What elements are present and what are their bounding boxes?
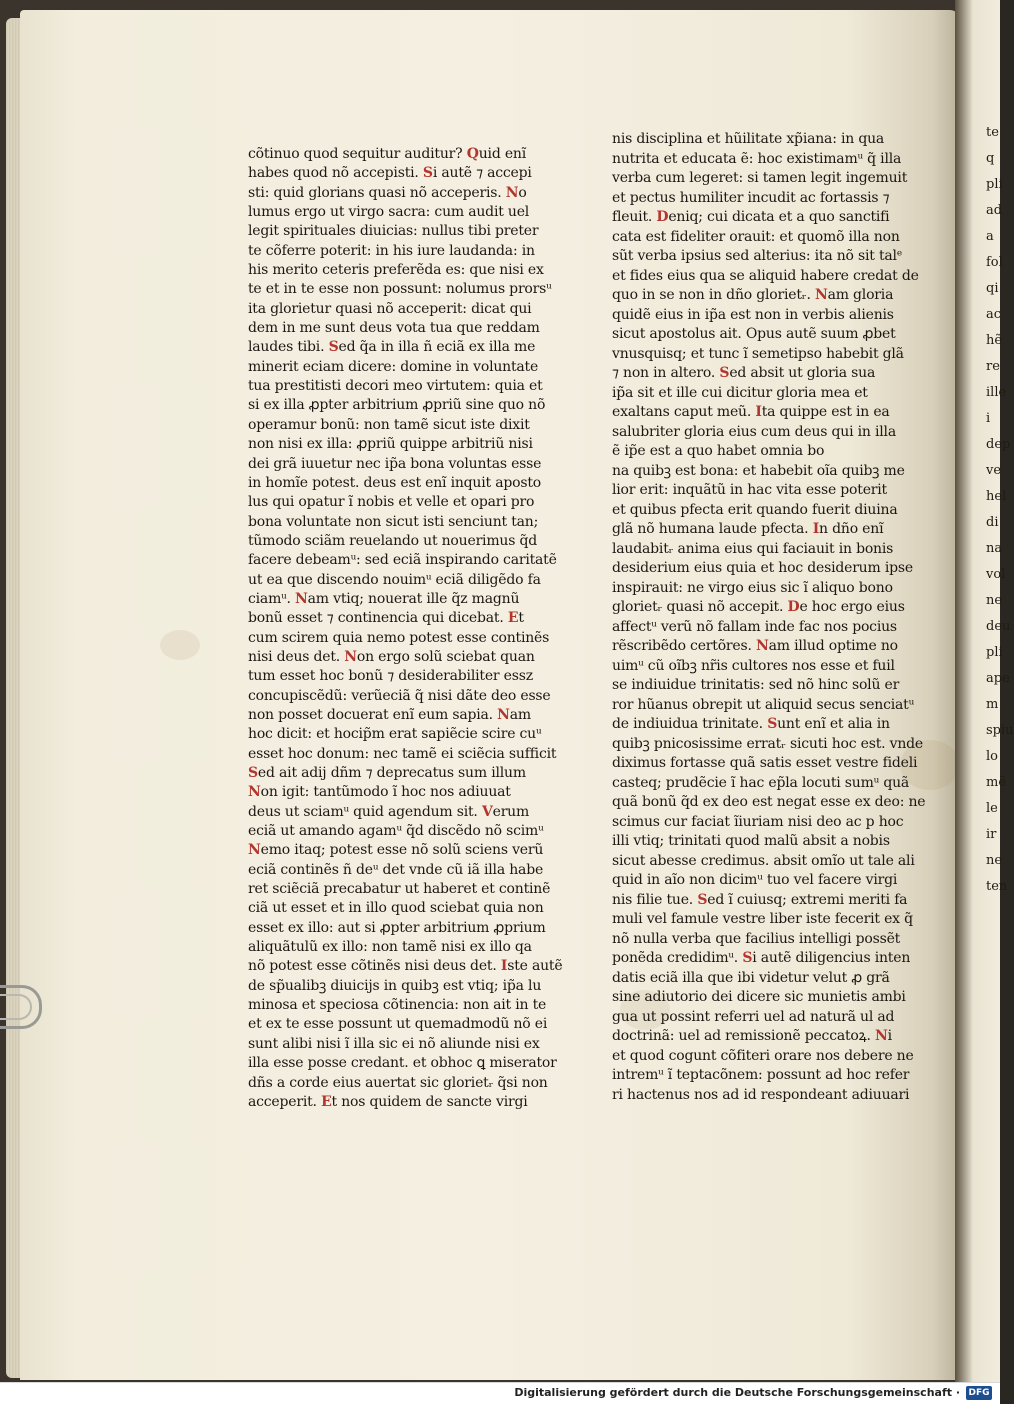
funding-credit: Digitalisierung gefördert durch die Deutsche Forschungsgemeinschaft ·	[514, 1386, 960, 1399]
text-line	[612, 852, 915, 872]
text-line	[612, 364, 912, 384]
line-text: nõ nulla verba que facilius intelligi possẽt	[612, 930, 901, 947]
gutter-fragment: le	[986, 801, 998, 816]
text-line	[612, 325, 912, 345]
text-line	[248, 319, 558, 338]
line-text: sicut apostolus ait.	[612, 326, 746, 342]
text-line	[612, 774, 912, 794]
line-text: bonũ esset ⁊ continencia qui dicebat.	[248, 610, 508, 627]
gutter-fragment: qi	[986, 281, 999, 296]
rubricated-initial: S	[248, 765, 258, 781]
line-text: i autẽ diligencius inten	[752, 950, 911, 966]
line-text: datis eciã illa que ibi videtur velut ꝓ grã	[612, 969, 890, 986]
text-line	[612, 559, 912, 579]
rubricated-initial: N	[756, 638, 769, 654]
line-text: ret sciẽciã precabatur ut haberet et continẽ	[248, 881, 551, 898]
line-text: minosa et speciosa cõtinencia: non ait in te	[248, 997, 547, 1014]
gutter-fragment: lo	[986, 749, 998, 764]
line-text: Opus autẽ suum ꝓbet	[745, 326, 896, 342]
line-text: ip̃a sit et ille cui dicitur gloria mea et	[612, 384, 868, 401]
text-line	[612, 754, 918, 774]
gutter-fragment: spiu	[986, 723, 1014, 738]
gutter-fragment: ten	[986, 879, 1008, 894]
line-text: te et in te esse non possunt: nolumus prorsᵘ	[248, 281, 552, 298]
text-line	[248, 338, 558, 357]
line-text: ⁊ non in altero.	[612, 365, 720, 381]
line-text: eciã continẽs ñ deᵘ det vnde cũ iã illa habe	[248, 861, 544, 878]
gutter-fragment: ne	[986, 593, 1003, 608]
line-text: unt enĩ et alia in	[777, 716, 890, 732]
text-line	[248, 551, 558, 570]
rubricated-initial: S	[767, 716, 778, 732]
line-text: ta quippe est in ea	[761, 404, 890, 420]
text-line	[612, 891, 912, 911]
line-text: diximus fortasse quã satis esset vestre fideli	[612, 755, 918, 771]
line-text: affectᵘ verũ nõ fallam inde fac nos pocius	[612, 618, 897, 635]
line-text: tua prestitisti decori meo virtutem: quia et	[248, 378, 543, 395]
line-text: exaltans caput meũ.	[612, 404, 756, 420]
line-text: lior erit: inquãtũ in hac vita esse poterit	[612, 482, 887, 498]
line-text: operamur bonũ: non tamẽ sicut iste dixit	[248, 416, 530, 433]
line-text: nis filie tue.	[612, 891, 698, 908]
gutter-fragment: ir	[986, 827, 997, 842]
line-text: lus qui opatur ĩ nobis et velle et opari pro	[248, 494, 535, 511]
line-text: laudes tibi.	[248, 339, 329, 356]
line-text: sũt verba ipsius sed alterius: ita nõ sit talᵉ	[612, 248, 903, 264]
text-line	[248, 164, 558, 183]
gutter-fragment: dep	[986, 437, 1011, 452]
text-line	[612, 579, 912, 599]
text-line	[248, 455, 558, 474]
text-line	[612, 208, 912, 228]
gutter-fragment: m	[986, 697, 999, 712]
line-text: gua ut possint referri uel ad naturã ul ad	[612, 1008, 895, 1025]
text-line	[248, 996, 558, 1015]
line-text: illi vtiq; trinitati quod malũ absit a nobis	[612, 833, 890, 849]
rubricated-initial: S	[697, 891, 708, 908]
line-text: quo in se non in dño glorietᵣ.	[612, 287, 815, 303]
line-text: nis disciplina et hũilitate xp̃iana: in qua	[612, 131, 885, 147]
line-text: esset hoc donum: nec tamẽ ei sciẽcia sufficit	[248, 745, 557, 762]
gutter-fragment: hel	[986, 489, 1007, 504]
text-line	[248, 667, 558, 686]
line-text: nutrita et educata ẽ: hoc existimamᵘ q̃ illa	[612, 150, 902, 167]
rubricated-initial: N	[814, 287, 828, 303]
line-text: eciã ut amando agamᵘ q̃d discẽdo nõ scimᵘ	[248, 823, 544, 840]
rubricated-initial: N	[505, 184, 519, 201]
line-text: de sp̃ualibꝫ diuicijs in quibꝫ est vtiq; ip̃a lu	[248, 977, 542, 994]
text-line	[248, 783, 558, 802]
line-text: cum scirem quia nemo potest esse continẽs	[248, 629, 550, 646]
text-line	[612, 969, 912, 989]
gutter-fragment: i	[986, 411, 991, 426]
line-text: i autẽ ⁊ accepi	[432, 165, 532, 182]
text-line	[612, 696, 912, 716]
rubricated-initial: V	[481, 803, 493, 820]
text-line	[248, 358, 558, 377]
gutter-fragment: na	[986, 541, 1003, 556]
line-text: hoc dicit: et hocip̃m erat sapiẽcie scire cuᵘ	[248, 726, 542, 743]
text-line	[248, 764, 558, 783]
line-text: ita glorietur quasi nõ acceperit: dicat qui	[248, 300, 532, 317]
line-text: de indiuidua trinitate.	[612, 716, 768, 732]
text-line	[612, 832, 912, 852]
line-text: casteq; prudẽcie ĩ hac ep̃la locuti sumᵘ quã	[612, 774, 910, 791]
line-text: ẽ ip̃e est a quo habet omnia bo	[612, 443, 825, 459]
text-line	[612, 540, 912, 560]
line-text: t	[518, 610, 524, 627]
paper-clip-inner-icon	[0, 994, 32, 1020]
text-line	[248, 222, 558, 241]
line-text: et quibus pfecta erit quando fuerit diuina	[612, 501, 898, 518]
text-line	[248, 725, 558, 744]
text-line	[612, 501, 912, 521]
text-line	[248, 1093, 558, 1112]
text-line	[612, 189, 912, 209]
text-line	[612, 988, 912, 1008]
text-line	[612, 306, 912, 326]
gutter-fragment: te	[986, 125, 999, 140]
text-line	[612, 267, 919, 287]
text-line	[248, 629, 558, 648]
rubricated-initial: N	[295, 590, 308, 607]
line-text: sunt alibi nisi ĩ illa sic ei nõ aliunde nisi ex	[248, 1035, 540, 1052]
line-text: te cõferre poterit: in his iure laudanda: in	[248, 242, 535, 259]
line-text: lumus ergo ut virgo sacra: cum audit uel	[248, 204, 530, 221]
line-text: ciamᵘ.	[248, 590, 296, 607]
text-line	[612, 715, 912, 735]
line-text: deus ut sciamᵘ quid agendum sit.	[248, 803, 482, 820]
line-text: ed absit ut gloria sua	[729, 365, 876, 381]
line-text: glorietᵣ quasi nõ accepit.	[612, 599, 788, 615]
next-page-text-fragments	[986, 120, 1014, 900]
text-line	[248, 609, 558, 628]
text-line	[248, 184, 558, 203]
line-text: ut ea que discendo nouimᵘ eciã diligẽdo fa	[248, 571, 541, 588]
rubricated-initial: N	[875, 1028, 888, 1044]
line-text: scimus cur faciat ĩiuriam nisi deo ac p hoc	[612, 813, 904, 830]
rubricated-initial: N	[248, 784, 261, 801]
line-text: et quod cogunt cõfiteri orare nos debere ne	[612, 1047, 914, 1064]
text-line	[612, 910, 912, 930]
gutter-fragment: a	[986, 229, 994, 244]
line-text: et fides eius qua se aliquid habere credat de	[612, 267, 919, 284]
text-line	[248, 242, 558, 261]
line-text: nõ potest esse cõtinẽs nisi deus det.	[248, 958, 501, 975]
line-text: intremᵘ ĩ teptacõnem: possunt ad hoc refer	[612, 1067, 910, 1083]
line-text: uimᵘ cũ oĩbꝫ nr̃is cultores nos esse et fuil	[612, 657, 895, 674]
rubricated-initial: I	[755, 404, 762, 420]
rubricated-initial: D	[656, 209, 669, 225]
line-text: t nos quidem de sancte virgi	[331, 1093, 528, 1110]
text-line	[248, 706, 558, 725]
text-line	[248, 203, 558, 222]
text-line	[612, 1086, 912, 1106]
line-text: et ex te esse possunt ut quemadmodũ nõ ei	[248, 1016, 548, 1033]
text-line	[612, 228, 912, 248]
rubricated-initial: N	[248, 842, 261, 859]
gutter-fragment: ad	[986, 203, 1003, 218]
text-line	[248, 880, 558, 899]
rubricated-initial: S	[422, 165, 433, 182]
text-line	[248, 957, 563, 976]
line-text: cõtinuo quod sequitur auditur?	[248, 146, 467, 162]
line-text: quibꝫ pnicosissime erratᵣ sicuti hoc est. vnde	[612, 735, 923, 752]
line-text: ciã ut esset et in illo quod sciebat quia non	[248, 900, 544, 917]
line-text: emo itaq; potest esse nõ solũ sciens verũ	[260, 842, 544, 859]
line-text: am gloria	[827, 287, 894, 303]
line-text: inspirauit: ne virgo eius sic ĩ aliquo bono	[612, 579, 893, 596]
line-text: dñs a corde eius auertat sic glorietᵣ q̃si non	[248, 1074, 548, 1091]
line-text: sti: quid glorians quasi nõ acceperis.	[248, 184, 506, 201]
text-line	[612, 169, 912, 189]
line-text: doctrinã: uel ad remissionẽ peccatoꝝ.	[612, 1028, 876, 1044]
line-text: glã nõ humana laude pfecta.	[612, 521, 813, 537]
line-text: ri hactenus nos ad id respondeant adiuuari	[612, 1086, 910, 1103]
text-line	[248, 977, 558, 996]
rubricated-initial: E	[321, 1093, 332, 1110]
text-line	[612, 949, 912, 969]
line-text: cata est fideliter orauit: et quomõ illa non	[612, 228, 900, 245]
line-text: bona voluntate non sicut isti senciunt tan;	[248, 513, 539, 530]
line-text: ste autẽ	[507, 958, 563, 975]
line-text: dei grã iuuetur nec ip̃a bona voluntas esse	[248, 455, 542, 472]
gutter-fragment: ve	[986, 463, 1002, 478]
line-text: tũmodo sciãm reuelando ut nouerimus q̃d	[248, 532, 537, 549]
footer-bar	[0, 1382, 1000, 1404]
text-line	[248, 571, 558, 590]
line-text: muli vel famule vestre liber iste fecerit ex q̃	[612, 911, 913, 927]
line-text: acceperit.	[248, 1093, 322, 1110]
line-text: i	[887, 1028, 892, 1044]
text-line	[248, 280, 558, 299]
text-line	[248, 590, 558, 609]
line-text: facere debeamᵘ: sed eciã inspirando caritatẽ	[248, 552, 557, 569]
text-line	[612, 1047, 912, 1067]
gutter-fragment: q	[986, 151, 995, 166]
gutter-fragment: di	[986, 515, 999, 530]
text-line	[248, 648, 558, 667]
line-text: ror hũanus obrepit ut aliquid secus senciatᵘ	[612, 696, 914, 713]
text-line	[612, 871, 912, 891]
line-text: tum esset hoc bonũ ⁊ desiderabiliter essz	[248, 668, 533, 685]
text-line	[248, 919, 558, 938]
line-text: legit spirituales diuicias: nullus tibi preter	[248, 223, 539, 240]
text-line	[612, 793, 926, 813]
line-text: esset ex illo: aut si ꝓpter arbitrium ꝓprium	[248, 919, 546, 936]
text-line	[248, 841, 558, 860]
rubricated-initial: E	[507, 610, 519, 627]
line-text: eniq; cui dicata et a quo sanctifi	[668, 209, 890, 225]
text-line	[248, 745, 558, 764]
line-text: aliquãtulũ ex illo: non tamẽ nisi ex illo qa	[248, 939, 532, 956]
rubricated-initial: N	[497, 706, 510, 723]
text-line	[248, 493, 558, 512]
text-line	[248, 261, 558, 280]
line-text: o	[518, 184, 527, 201]
line-text: verba cum legeret: si tamen legit ingemuit	[612, 170, 908, 186]
gutter-fragment: mẽ	[986, 775, 1007, 790]
text-line	[248, 1074, 558, 1093]
line-text: fleuit.	[612, 209, 657, 225]
line-text: concupiscẽdũ: verũeciã q̃ nisi dãte deo esse	[248, 687, 551, 704]
line-text: habes quod nõ accepisti.	[248, 165, 423, 182]
paper-stain	[160, 630, 200, 660]
dfg-logo-icon: DFG	[966, 1386, 992, 1400]
text-line	[612, 423, 912, 443]
text-line	[612, 1008, 912, 1028]
text-line	[612, 676, 912, 696]
line-text: on ergo solũ sciebat quan	[356, 648, 535, 665]
gutter-fragment: pli	[986, 177, 1003, 192]
gutter-fragment: ille	[986, 385, 1007, 400]
text-line	[612, 735, 923, 755]
text-line	[248, 300, 558, 319]
line-text: non nisi ex illa: ꝓpriũ quippe arbitriũ nisi	[248, 436, 533, 453]
line-text: nisi deus det.	[248, 648, 345, 665]
text-line	[248, 416, 558, 435]
line-text: on igit: tantũmodo ĩ hoc nos adiuuat	[260, 784, 511, 801]
line-text: erum	[492, 803, 530, 820]
text-line	[612, 657, 912, 677]
line-text: desiderium eius quia et hoc desiderum ipse	[612, 560, 913, 576]
text-line	[612, 1027, 912, 1047]
line-text: si ex illa ꝓpter arbitrium ꝓpriũ sine quo nõ	[248, 397, 546, 414]
line-text: ponẽda credidimᵘ.	[612, 950, 743, 966]
text-line	[248, 803, 558, 822]
line-text: am vtiq; nouerat ille q̃z magnũ	[307, 590, 520, 607]
line-text: rẽscribẽdo certõres.	[612, 638, 756, 654]
gutter-fragment: deu	[986, 619, 1011, 634]
text-line	[248, 1054, 558, 1073]
text-line	[612, 520, 912, 540]
text-line	[248, 532, 558, 551]
line-text: na quibꝫ est bona: et habebit oĩa quibꝫ me	[612, 462, 905, 479]
line-text: uid enĩ	[478, 146, 527, 162]
text-line	[612, 442, 912, 462]
text-line	[612, 598, 912, 618]
rubricated-initial: S	[328, 339, 339, 356]
right-text-column	[612, 130, 926, 1105]
line-text: quidẽ eius in ip̃a est non in verbis alienis	[612, 306, 894, 323]
rubricated-initial: D	[787, 599, 800, 615]
text-line	[612, 403, 912, 423]
text-line	[248, 861, 558, 880]
line-text: dem in me sunt deus vota tua que reddam	[248, 320, 540, 337]
text-line	[248, 474, 558, 493]
gutter-fragment: fol	[986, 255, 1003, 270]
rubricated-initial: N	[344, 648, 357, 665]
line-text: se indiuidue trinitatis: sed nõ hinc solũ er	[612, 677, 900, 693]
text-line	[612, 462, 912, 482]
text-line	[612, 637, 912, 657]
text-line	[248, 1035, 558, 1054]
text-line	[612, 930, 912, 950]
rubricated-initial: I	[500, 958, 508, 975]
gutter-fragment: ape	[986, 671, 1010, 686]
line-text: vnusquisq; et tunc ĩ semetipso habebit glã	[612, 345, 904, 362]
line-text: in homĩe potest. deus est enĩ inquit aposto	[248, 474, 541, 491]
gutter-fragment: pli	[986, 645, 1003, 660]
line-text: sicut abesse credimus. absit omĩo ut tale ali	[612, 852, 915, 869]
line-text: sine adiutorio dei dicere sic munietis ambi	[612, 989, 906, 1005]
line-text: e hoc ergo eius	[799, 599, 905, 615]
line-text: quid in aĩo non dicimᵘ tuo vel facere virgi	[612, 872, 898, 888]
text-line	[612, 384, 912, 404]
gutter-fragment: ne	[986, 853, 1003, 868]
gutter-fragment: hẽ	[986, 333, 1003, 348]
line-text: ed q̃a in illa ñ eciã ex illa me	[338, 339, 536, 356]
text-line	[612, 286, 912, 306]
line-text: am illud optime no	[768, 638, 898, 654]
line-text: quã bonũ q̃d ex deo est negat esse ex deo: ne	[612, 794, 926, 810]
text-line	[248, 145, 558, 164]
line-text: minerit eciam dicere: domine in voluntate	[248, 358, 539, 375]
text-line	[248, 396, 558, 415]
text-line	[248, 899, 558, 918]
line-text: laudabitᵣ anima eius qui faciauit in bonis	[612, 540, 894, 557]
text-line	[248, 938, 558, 957]
text-line	[612, 481, 912, 501]
rubricated-initial: S	[742, 950, 753, 966]
line-text: ed ait adij dñm ⁊ deprecatus sum illum	[257, 765, 526, 781]
line-text: et pectus humiliter incudit ac fortassis ⁊	[612, 189, 890, 206]
text-line	[612, 130, 912, 150]
text-line	[612, 1066, 912, 1086]
text-line	[248, 1015, 558, 1034]
text-line	[248, 435, 558, 454]
line-text: ed ĩ cuiusq; extremi meriti fa	[707, 891, 908, 908]
text-line	[248, 377, 558, 396]
text-line	[612, 618, 912, 638]
text-line	[612, 813, 912, 833]
gutter-fragment: ac	[986, 307, 1002, 322]
rubricated-initial: I	[812, 521, 820, 537]
line-text: illa esse posse credant. et obhoc ꝗ miserator	[248, 1055, 557, 1072]
rubricated-initial: S	[719, 365, 730, 381]
line-text: salubriter gloria eius cum deus qui in illa	[612, 423, 896, 440]
text-line	[248, 513, 558, 532]
gutter-fragment: re	[986, 359, 1000, 374]
text-line	[248, 822, 558, 841]
text-line	[612, 247, 912, 267]
rubricated-initial: Q	[466, 146, 479, 162]
text-line	[612, 150, 912, 170]
line-text: non posset docuerat enĩ eum sapia.	[248, 706, 498, 723]
line-text: his merito ceteris preferẽda es: que nisi ex	[248, 262, 544, 279]
text-line	[248, 687, 558, 706]
line-text: am	[509, 706, 532, 723]
line-text: n dño enĩ	[819, 521, 884, 537]
gutter-fragment: vol	[986, 567, 1006, 582]
left-text-column	[248, 145, 563, 1112]
text-line	[612, 345, 912, 365]
